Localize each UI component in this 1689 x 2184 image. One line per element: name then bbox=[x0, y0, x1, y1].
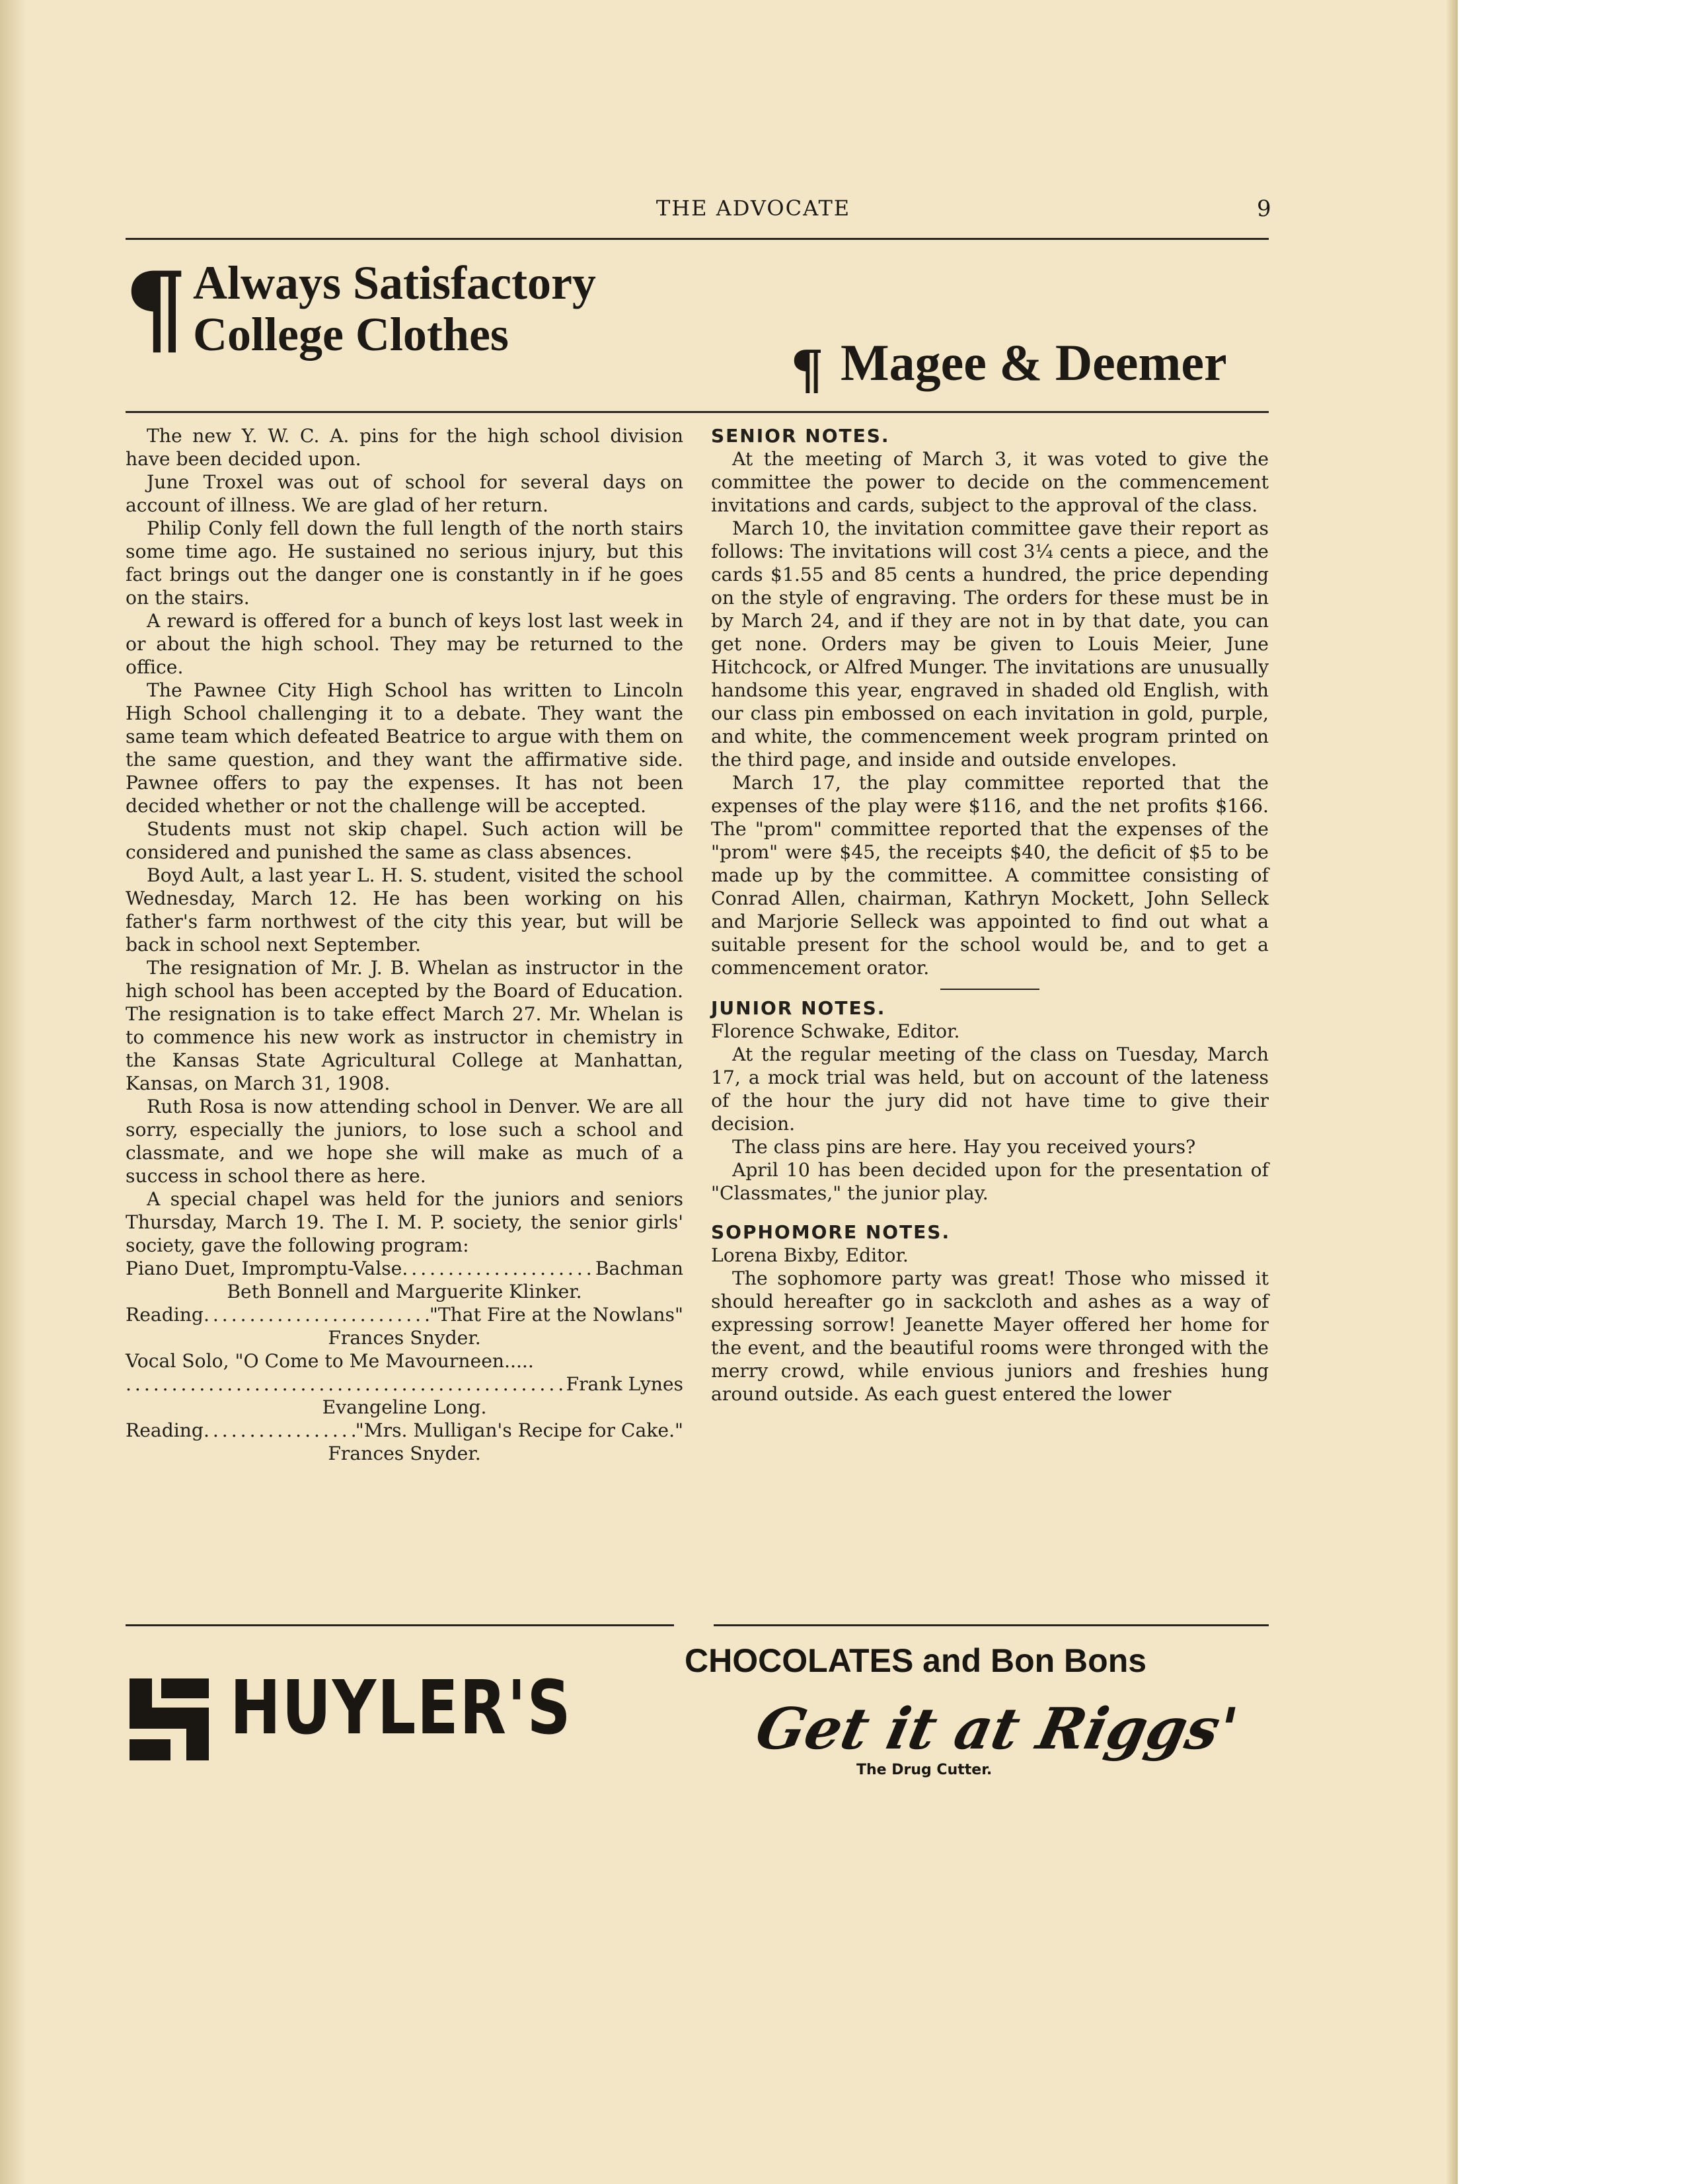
right-column bbox=[711, 424, 1269, 1406]
news-item: A special chapel was held for the juniors and seniors Thursday, March 19. The I. M. P. society, the senior girls' society, gave the following program: bbox=[126, 1188, 683, 1256]
junior-editor: Florence Schwake, Editor. bbox=[711, 1020, 960, 1042]
drug-cutter-tagline: The Drug Cutter. bbox=[856, 1762, 993, 1778]
dot-leader bbox=[126, 1373, 566, 1396]
riggs-logo: Get it at Riggs' bbox=[750, 1696, 1244, 1762]
dot-leader bbox=[402, 1257, 595, 1280]
program-item: Piano Duet, Impromptu-Valse . . . Bachman bbox=[126, 1257, 683, 1280]
section-divider bbox=[940, 989, 1039, 990]
junior-note: April 10 has been decided upon for the presentation of "Classmates," the junior play. bbox=[711, 1159, 1269, 1204]
program-performer: Evangeline Long. bbox=[322, 1396, 487, 1418]
junior-note: At the regular meeting of the class on Tuesday, March 17, a mock trial was held, but on account of the lateness of the hour the jury did not have time to give their decision. bbox=[711, 1043, 1269, 1135]
huylers-ad: HUYLER'S bbox=[230, 1665, 572, 1751]
clothes-ad-line2: College Clothes bbox=[193, 308, 509, 361]
left-column bbox=[126, 424, 683, 1465]
junior-notes-heading: JUNIOR NOTES. bbox=[711, 997, 886, 1019]
clothes-pilcrow-icon: ¶ bbox=[124, 250, 188, 367]
dot-leader bbox=[204, 1419, 356, 1442]
magee-pilcrow-icon: ¶ bbox=[790, 338, 824, 400]
news-item: June Troxel was out of school for several days on account of illness. We are glad of her return. bbox=[126, 471, 683, 516]
gutter-shadow bbox=[0, 0, 26, 2184]
sophomore-editor: Lorena Bixby, Editor. bbox=[711, 1244, 909, 1266]
news-item: The Pawnee City High School has written to Lincoln High School challenging it to a debate. They want the same team which defeated Beatrice to argue with them on the same question, and they want the affirmative side. Pawnee offers to pay the expenses. It has not been decided whether or not the challenge will be accepted. bbox=[126, 679, 683, 817]
program-performer: Beth Bonnell and Marguerite Klinker. bbox=[227, 1281, 582, 1302]
bottom-rule-right bbox=[714, 1624, 1269, 1626]
senior-note: March 17, the play committee reported that the expenses of the play were $116, and the net profits $166. The "prom" committee reported that the expenses of the "prom" were $45, the receipts $40, the deficit of $5 to be made up by the committee. A committee consisting of Conrad Allen, chairman, Kathryn Mockett, John Selleck and Marjorie Selleck was appointed to find out what a suitable present for the school would be, and to get a commencement orator. bbox=[711, 772, 1269, 979]
senior-note: At the meeting of March 3, it was voted to give the committee the power to decide on the commencement invitations and cards, subject to the approval of the class. bbox=[711, 448, 1269, 516]
junior-note: The class pins are here. Hay you received yours? bbox=[732, 1136, 1196, 1158]
program-item-continued: . . . Frank Lynes bbox=[126, 1373, 683, 1396]
chocolates-ad: CHOCOLATES and Bon Bons bbox=[685, 1642, 1147, 1679]
sophomore-notes-heading: SOPHOMORE NOTES. bbox=[711, 1221, 951, 1243]
clothes-ad-line1: Always Satisfactory bbox=[193, 256, 596, 309]
page-number: 9 bbox=[1257, 196, 1271, 222]
program-performer: Frances Snyder. bbox=[328, 1443, 481, 1464]
huyler-emblem-icon bbox=[130, 1678, 209, 1760]
news-item: Philip Conly fell down the full length of the north stairs some time ago. He sustained no serious injury, but this fact brings out the danger one is constantly in if he goes on the stairs. bbox=[126, 517, 683, 609]
program-item: Vocal Solo, "O Come to Me Mavourneen..... bbox=[126, 1350, 534, 1372]
news-item: Boyd Ault, a last year L. H. S. student, visited the school Wednesday, March 12. He has been working on his father's farm northwest of the city this year, but will be back in school next September. bbox=[126, 864, 683, 956]
running-title: THE ADVOCATE bbox=[656, 196, 851, 221]
news-item: Ruth Rosa is now attending school in Denver. We are all sorry, especially the juniors, to lose such a school and classmate, and we hope she will make as much of a success in school there as here. bbox=[126, 1096, 683, 1187]
news-item: A reward is offered for a bunch of keys lost last week in or about the high school. They may be returned to the office. bbox=[126, 610, 683, 678]
sophomore-note: The sophomore party was great! Those who missed it should hereafter go in sackcloth and ashes as a way of expressing sorrow! Jeanette Mayer offered her home for the event, and the beautiful rooms were thronged with the merry crowd, while envious juniors and freshies hung around outside. As each guest entered the lower bbox=[711, 1267, 1269, 1405]
program-performer: Frances Snyder. bbox=[328, 1327, 481, 1349]
senior-notes-heading: SENIOR NOTES. bbox=[711, 425, 890, 447]
senior-note: March 10, the invitation committee gave their report as follows: The invitations will cost 3¼ cents a piece, and the cards $1.55 and 85 cents a hundred, the price depending on the style of engraving. The orders for these must be in by March 24, and if they are not in by that date, you can get none. Orders may be given to Louis Meier, June Hitchcock, or Alfred Munger. The invitations are unusually handsome this year, engraved in shaded old English, with our class pin embossed on each invitation in gold, purple, and white, the commencement week program printed on the third page, and inside and outside envelopes. bbox=[711, 517, 1269, 771]
header-rule bbox=[126, 238, 1269, 240]
news-item: Students must not skip chapel. Such action will be considered and punished the same as class absences. bbox=[126, 818, 683, 863]
news-item: The new Y. W. C. A. pins for the high school division have been decided upon. bbox=[126, 425, 683, 470]
ads-rule bbox=[126, 411, 1269, 413]
news-item: The resignation of Mr. J. B. Whelan as instructor in the high school has been accepted by the Board of Education. The resignation is to take effect March 27. Mr. Whelan is to commence his new work as instructor in chemistry in the Kansas State Agricultural College at Manhattan, Kansas, on March 31, 1908. bbox=[126, 957, 683, 1094]
program-item: Reading . . . "Mrs. Mulligan's Recipe for Cake." bbox=[126, 1419, 683, 1442]
bottom-rule-left bbox=[126, 1624, 674, 1626]
page-edge bbox=[1446, 0, 1458, 2184]
dot-leader bbox=[204, 1303, 430, 1326]
program-item: Reading . . . "That Fire at the Nowlans" bbox=[126, 1303, 683, 1326]
magee-deemer-ad: Magee & Deemer bbox=[841, 334, 1227, 391]
